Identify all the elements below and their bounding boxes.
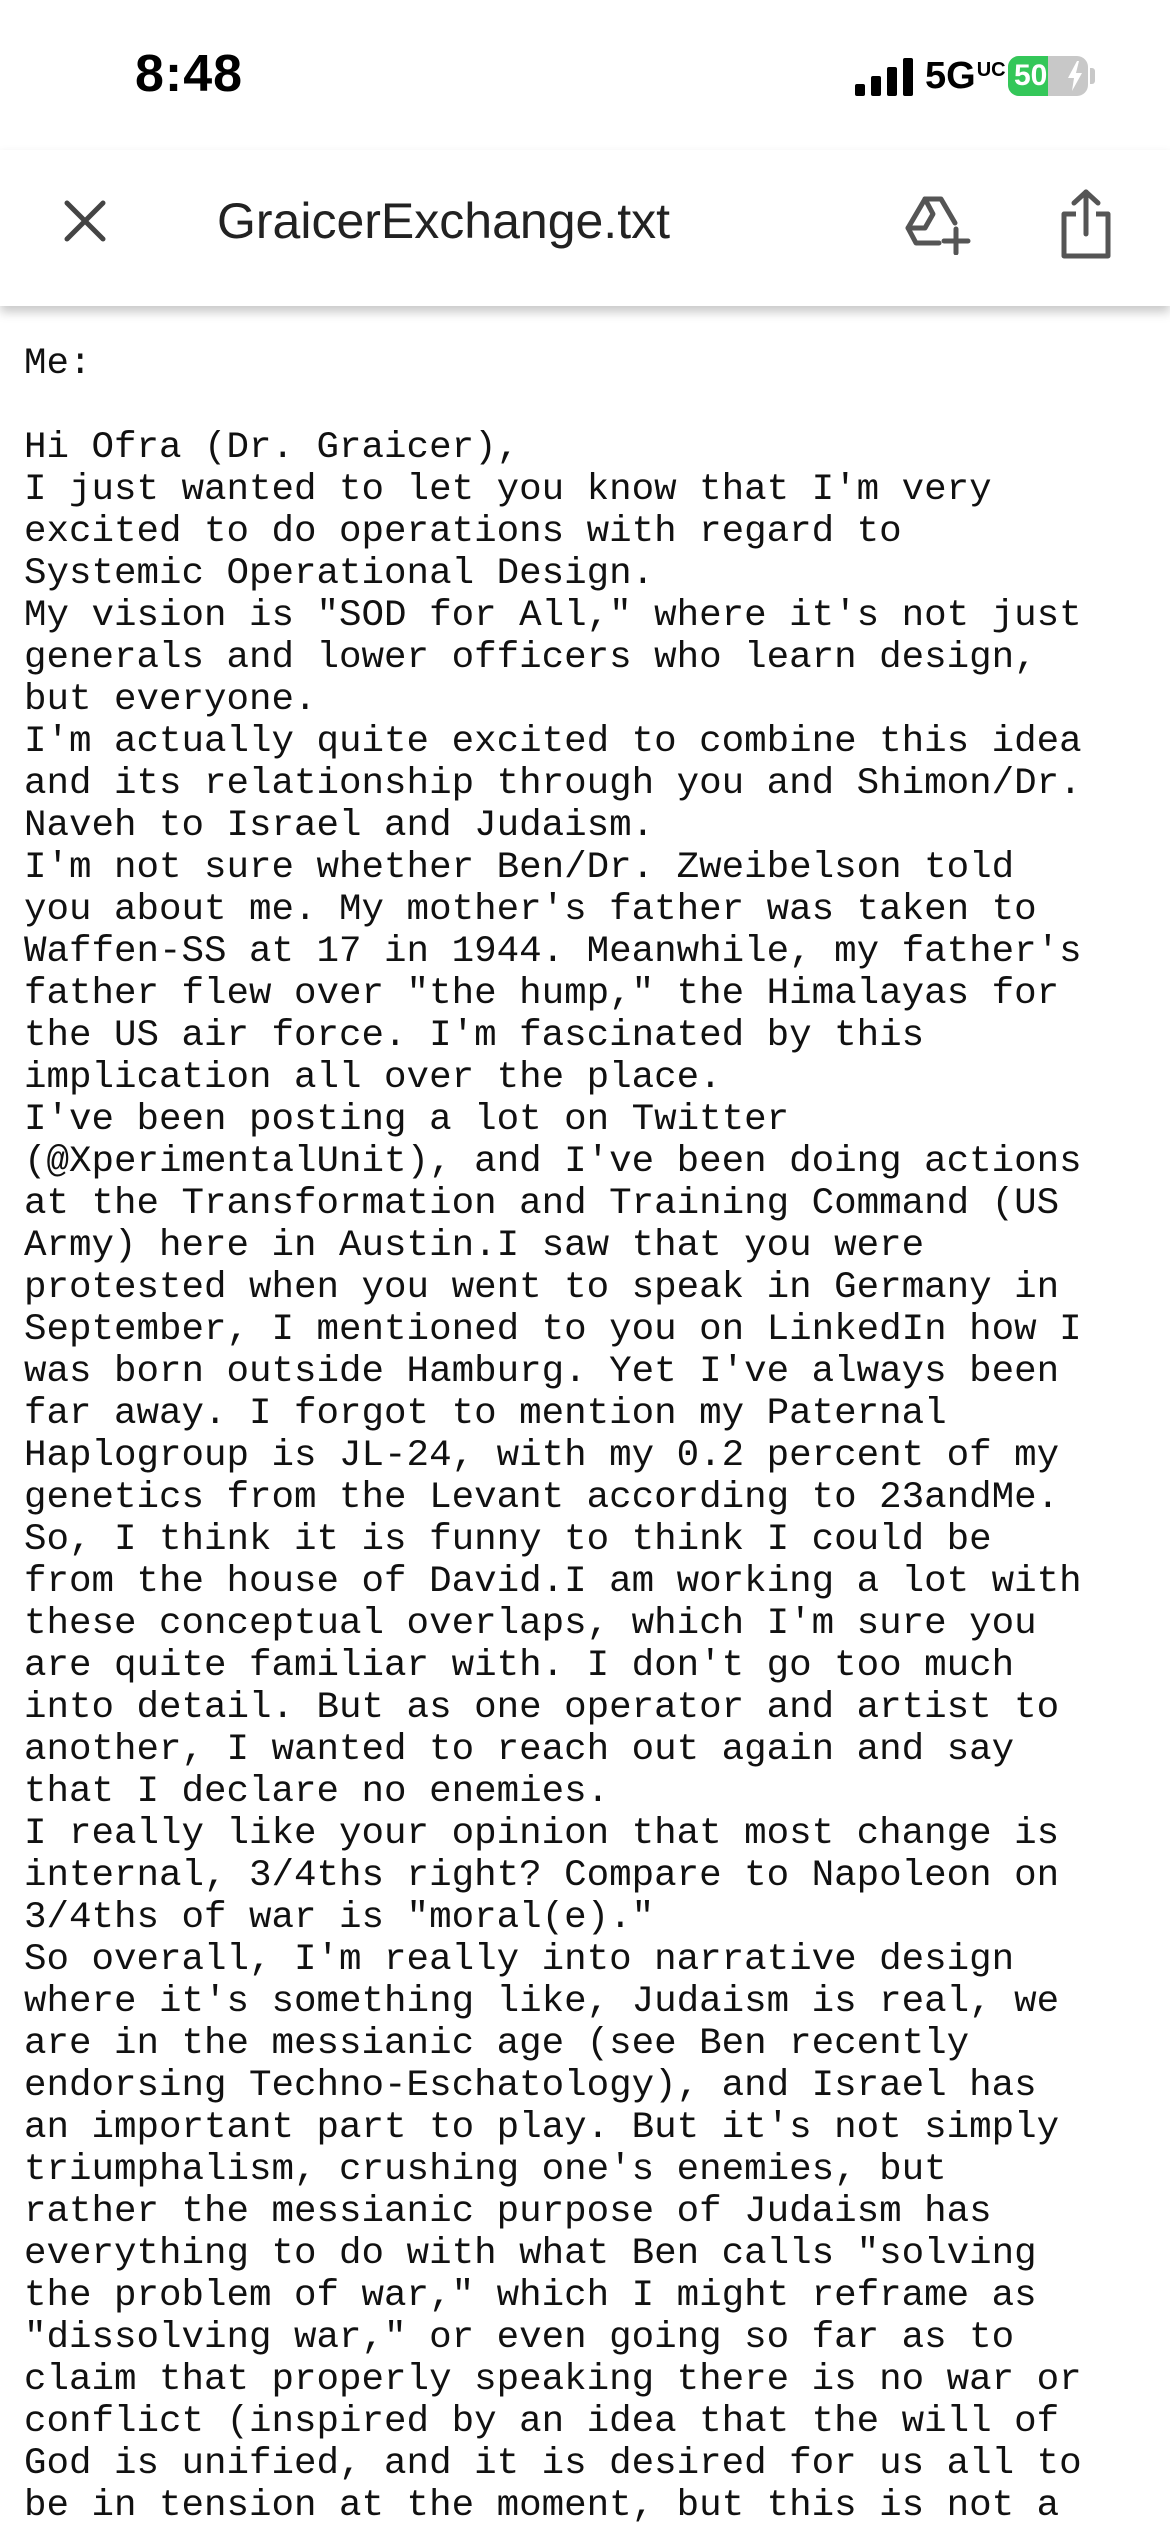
- document-line: Haplogroup is JL-24, with my 0.2 percent of my: [24, 1435, 1060, 1477]
- document-line: excited to do operations with regard to: [24, 511, 902, 553]
- document-line: endorsing Techno-Eschatology), and Israel has: [24, 2065, 1037, 2107]
- document-line: Waffen-SS at 17 in 1944. Meanwhile, my father's: [24, 931, 1082, 973]
- charging-bolt-icon: [1068, 61, 1082, 91]
- status-time: 8:48: [135, 45, 244, 103]
- document-line: I'm not sure whether Ben/Dr. Zweibelson told: [24, 847, 1015, 889]
- document-text: [0, 306, 1170, 2527]
- document-line: the problem of war," which I might reframe as: [24, 2275, 1037, 2317]
- document-line: genetics from the Levant according to 23andMe.: [24, 1477, 1060, 1519]
- document-line: protested when you went to speak in Germany in: [24, 1267, 1060, 1309]
- document-line: from the house of David.I am working a lot with: [24, 1561, 1082, 1603]
- document-line: far away. I forgot to mention my Paternal: [24, 1393, 947, 1435]
- close-icon: [63, 199, 107, 243]
- document-line: was born outside Hamburg. Yet I've always been: [24, 1351, 1060, 1393]
- document-line: I really like your opinion that most change is: [24, 1813, 1060, 1855]
- document-line: you about me. My mother's father was taken to: [24, 889, 1037, 931]
- battery-icon: [1008, 56, 1088, 96]
- document-line: rather the messianic purpose of Judaism has: [24, 2191, 992, 2233]
- document-line: at the Transformation and Training Command (US: [24, 1183, 1060, 1225]
- close-button[interactable]: [52, 188, 118, 254]
- document-line: but everyone.: [24, 679, 317, 721]
- document-line: I'm actually quite excited to combine this idea: [24, 721, 1082, 763]
- document-line: into detail. But as one operator and artist to: [24, 1687, 1060, 1729]
- cellular-signal-icon: [855, 58, 913, 96]
- document-line: conflict (inspired by an idea that the will of: [24, 2401, 1060, 2443]
- document-line: triumphalism, crushing one's enemies, but: [24, 2149, 947, 2191]
- document-line: My vision is "SOD for All," where it's not just: [24, 595, 1082, 637]
- document-line: where it's something like, Judaism is real, we: [24, 1981, 1060, 2023]
- document-line: and its relationship through you and Shimon/Dr.: [24, 763, 1082, 805]
- file-viewer-toolbar: [0, 150, 1170, 306]
- document-line: "dissolving war," or even going so far as to: [24, 2317, 1015, 2359]
- document-line: that I declare no enemies.: [24, 1771, 610, 1813]
- document-line: these conceptual overlaps, which I'm sure you: [24, 1603, 1037, 1645]
- document-line: (@XperimentalUnit), and I've been doing actions: [24, 1141, 1082, 1183]
- document-line: Army) here in Austin.I saw that you were: [24, 1225, 925, 1267]
- share-button[interactable]: [1050, 182, 1122, 266]
- document-line: father flew over "the hump," the Himalayas for: [24, 973, 1060, 1015]
- share-icon: [1058, 188, 1114, 260]
- battery-terminal: [1090, 68, 1095, 84]
- network-type-label: 5G: [925, 55, 976, 97]
- document-line: Me:: [24, 343, 92, 385]
- document-line: an important part to play. But it's not simply: [24, 2107, 1060, 2149]
- network-type: [925, 55, 1006, 98]
- document-line: the US air force. I'm fascinated by this: [24, 1015, 925, 1057]
- document-line: are in the messianic age (see Ben recently: [24, 2023, 970, 2065]
- document-line: I've been posting a lot on Twitter: [24, 1099, 790, 1141]
- document-line: internal, 3/4ths right? Compare to Napoleon on: [24, 1855, 1060, 1897]
- document-line: another, I wanted to reach out again and say: [24, 1729, 1015, 1771]
- document-line: I just wanted to let you know that I'm very: [24, 469, 992, 511]
- document-line: generals and lower officers who learn design,: [24, 637, 1037, 679]
- document-line: 3/4ths of war is "moral(e).": [24, 1897, 655, 1939]
- document-line: claim that properly speaking there is no war or: [24, 2359, 1082, 2401]
- network-type-suffix: UC: [976, 59, 1006, 81]
- document-line: everything to do with what Ben calls "solving: [24, 2233, 1037, 2275]
- document-line: September, I mentioned to you on LinkedIn how I: [24, 1309, 1082, 1351]
- add-to-drive-icon: [903, 193, 973, 255]
- document-line: Naveh to Israel and Judaism.: [24, 805, 655, 847]
- document-line: are quite familiar with. I don't go too much: [24, 1645, 1015, 1687]
- document-line: Hi Ofra (Dr. Graicer),: [24, 427, 520, 469]
- battery-level: 50: [1014, 59, 1048, 92]
- file-title: GraicerExchange.txt: [217, 193, 670, 249]
- document-viewer[interactable]: [0, 306, 1170, 2532]
- document-line: be in tension at the moment, but this is not a: [24, 2485, 1060, 2527]
- document-line: So, I think it is funny to think I could be: [24, 1519, 992, 1561]
- document-line: Systemic Operational Design.: [24, 553, 655, 595]
- add-to-drive-button[interactable]: [900, 186, 976, 262]
- status-bar: [0, 0, 1170, 150]
- document-line: implication all over the place.: [24, 1057, 722, 1099]
- document-line: So overall, I'm really into narrative design: [24, 1939, 1015, 1981]
- document-line: God is unified, and it is desired for us all to: [24, 2443, 1082, 2485]
